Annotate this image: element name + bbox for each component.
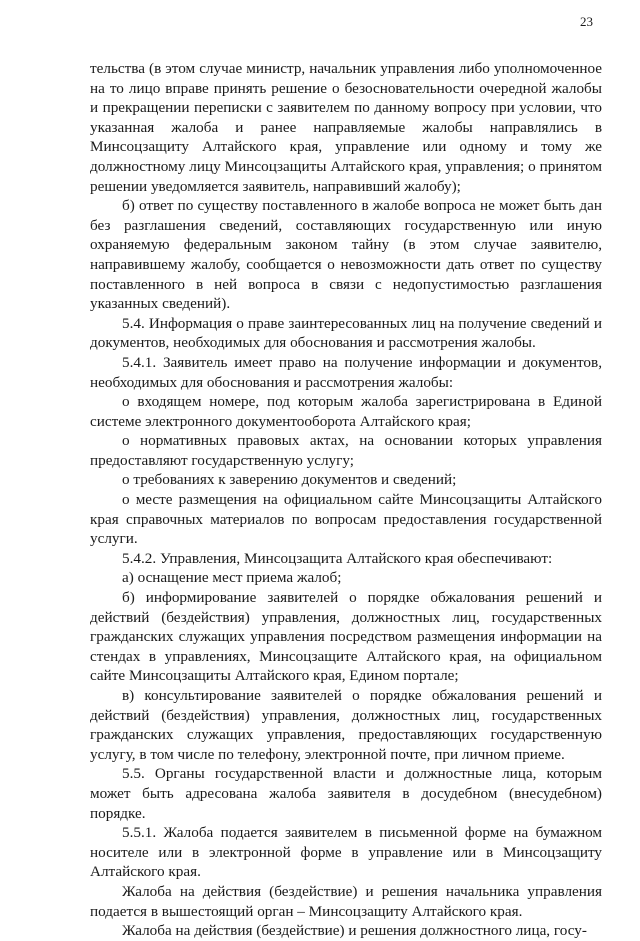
paragraph: о месте размещения на официальном сайте Минсоцзащиты Алтайского края справочных материалов по вопросам предоставления государственной услуги.	[90, 491, 602, 548]
paragraph: о требованиях к заверению документов и сведений;	[122, 471, 457, 489]
paragraph: в) консультирование заявителей о порядке обжалования решений и действий (бездействия) управления, должностных лиц, государственных гражданских служащих управления, предоставляющих государственную услугу, в том числе по телефону, электронной почте, при личном приеме.	[90, 687, 602, 763]
paragraph: Жалоба на действия (бездействие) и решения должностного лица, госу-	[122, 922, 587, 940]
paragraph: тельства (в этом случае министр, начальник управления либо уполномоченное на то лицо вправе принять решение о безосновательности очередной жалобы и прекращении переписки с заявителем по данному вопросу при условии, что указанная жалоба и ранее направляемые жалобы направлялись в Минсоцзащиту Алтайского края, управление или одному и тому же должностному лицу Минсоцзащиты Алтайского края, управления; о принятом решении уведомляется заявитель, направивший жалобу);	[90, 60, 602, 195]
paragraph: о входящем номере, под которым жалоба зарегистрирована в Единой системе электронного документооборота Алтайского края;	[90, 393, 602, 430]
page-number: 23	[580, 14, 593, 29]
document-body	[90, 59, 602, 941]
paragraph: б) информирование заявителей о порядке обжалования решений и действий (бездействия) управления, должностных лиц, государственных гражданских служащих управления посредством размещения информации на стендах в управлениях, Минсоцзащите Алтайского края, на официальном сайте Минсоцзащиты Алтайского края, Едином портале;	[90, 589, 602, 685]
paragraph: а) оснащение мест приема жалоб;	[122, 569, 342, 587]
paragraph: 5.4.1. Заявитель имеет право на получение информации и документов, необходимых для обоснования и рассмотрения жалобы:	[90, 353, 602, 391]
paragraph: 5.5. Органы государственной власти и должностные лица, которым может быть адресована жалоба заявителя в досудебном (внесудебном) порядке.	[90, 765, 602, 822]
paragraph: 5.4. Информация о праве заинтересованных лиц на получение сведений и документов, необходимых для обоснования и рассмотрения жалобы.	[90, 314, 602, 352]
paragraph: 5.4.2. Управления, Минсоцзащита Алтайского края обеспечивают:	[122, 549, 553, 567]
paragraph: б) ответ по существу поставленного в жалобе вопроса не может быть дан без разглашения сведений, составляющих государственную или иную охраняемую федеральным законом тайну (в этом случае заявителю, направившему жалобу, сообщается о невозможности дать ответ по существу поставленного в ней вопроса в связи с недопустимостью разглашения указанных сведений).	[90, 197, 602, 313]
paragraph: о нормативных правовых актах, на основании которых управления предоставляют государственную услугу;	[90, 432, 602, 469]
paragraph: 5.5.1. Жалоба подается заявителем в письменной форме на бумажном носителе или в электронной форме в управление или в Минсоцзащиту Алтайского края.	[90, 824, 602, 881]
paragraph: Жалоба на действия (бездействие) и решения начальника управления подается в вышестоящий орган – Минсоцзащиту Алтайского края.	[90, 882, 602, 920]
